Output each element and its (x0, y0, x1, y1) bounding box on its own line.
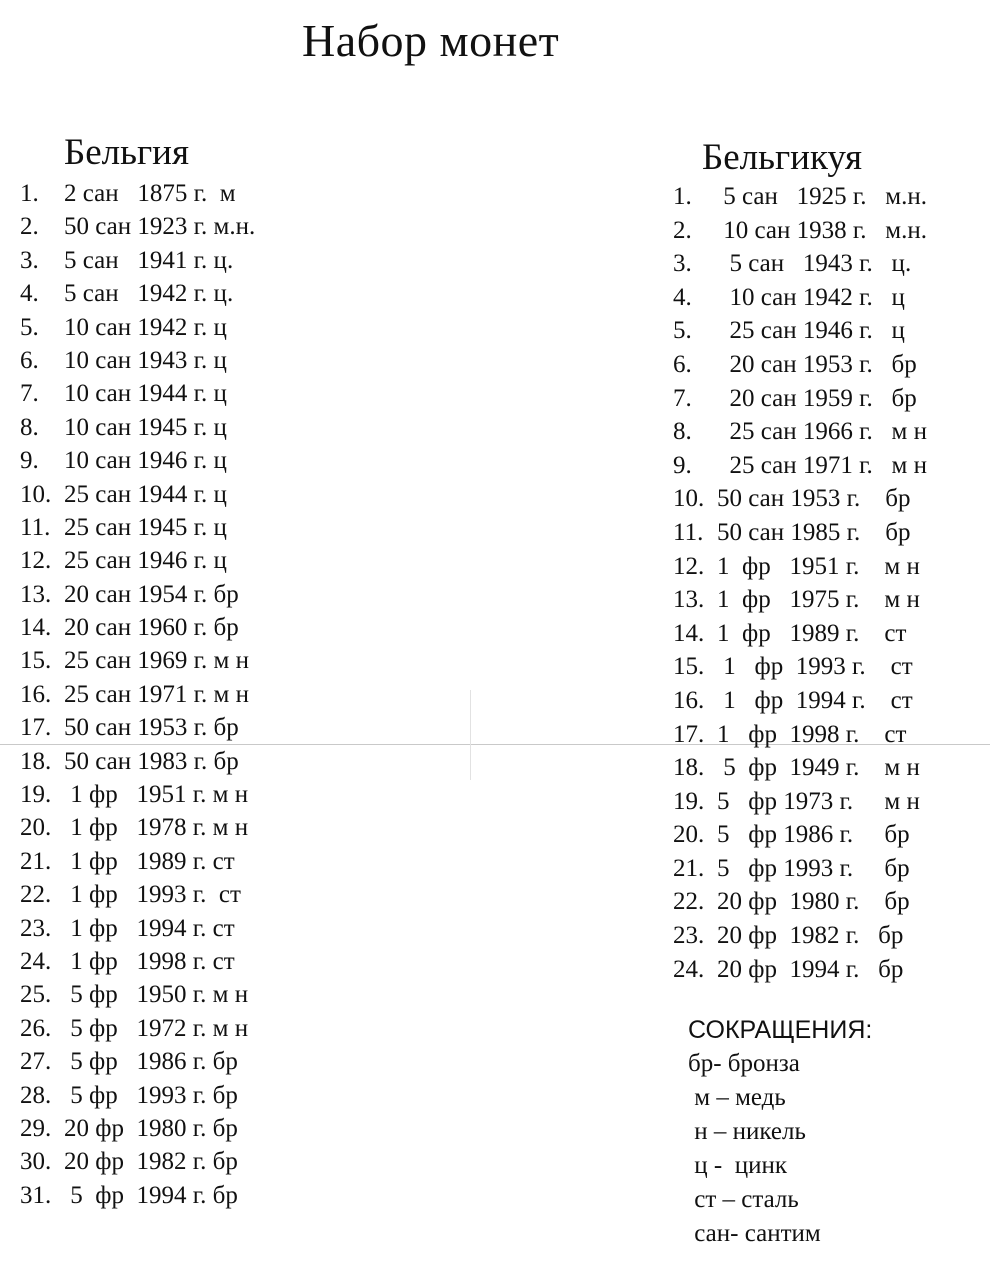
coin-description: 20 фр 1982 г. бр (717, 922, 904, 950)
item-number: 2. (20, 213, 39, 241)
coin-description: 50 сан 1923 г. м.н. (64, 213, 256, 241)
abbreviations-title: СОКРАЩЕНИЯ: (688, 1016, 873, 1044)
coin-list-item (673, 382, 927, 416)
coin-description: 10 сан 1944 г. ц (64, 380, 227, 408)
coin-list-item (20, 611, 255, 644)
coin-list-item (20, 778, 255, 811)
coin-list-item (673, 785, 927, 819)
coin-list-item (20, 845, 255, 878)
item-number: 23. (20, 914, 52, 942)
coin-list-item (673, 449, 927, 483)
coin-description: 25 сан 1971 г. м н (717, 451, 928, 479)
coin-list-item (20, 811, 255, 844)
coin-list-item (20, 444, 255, 477)
item-number: 13. (673, 586, 705, 614)
item-number: 20. (20, 814, 52, 842)
item-number: 15. (673, 653, 705, 681)
coin-description: 10 сан 1945 г. ц (64, 413, 227, 441)
abbreviation-item: ц - цинк (688, 1152, 787, 1179)
coin-list-item (673, 953, 927, 987)
coin-list-item (673, 718, 927, 752)
coin-list-item (20, 878, 255, 911)
coin-description: 1 фр 1951 г. м н (717, 552, 920, 580)
item-number: 18. (20, 747, 52, 775)
abbreviation-item: бр- бронза (688, 1050, 800, 1077)
coin-list-item (673, 281, 927, 315)
coin-description: 5 сан 1943 г. ц. (717, 250, 912, 278)
coin-description: 50 сан 1953 г. бр (64, 714, 239, 742)
coin-list-item (20, 277, 255, 310)
item-number: 12. (20, 547, 52, 575)
coin-list-item (20, 1145, 255, 1178)
coin-description: 10 сан 1943 г. ц (64, 346, 227, 374)
item-number: 16. (673, 686, 705, 714)
coin-list-item (673, 617, 927, 651)
abbreviation-item: м – медь (688, 1084, 786, 1111)
item-number: 24. (20, 947, 52, 975)
coin-list-item (20, 644, 255, 677)
coin-list-item (20, 1045, 255, 1078)
abbreviation-item: ст – сталь (688, 1186, 799, 1213)
abbreviations-list (688, 1047, 872, 1251)
item-number: 14. (20, 614, 52, 642)
item-number: 19. (20, 781, 52, 809)
left-coin-list (20, 177, 255, 1212)
coin-list-item (20, 578, 255, 611)
coin-description: 25 сан 1946 г. ц (717, 317, 905, 345)
item-number: 22. (20, 881, 52, 909)
page-title: Набор монет (302, 15, 560, 66)
coin-description: 5 фр 1994 г. бр (64, 1181, 238, 1209)
item-number: 7. (673, 384, 692, 412)
coin-description: 5 сан 1925 г. м.н. (717, 183, 928, 210)
coin-description: 50 сан 1953 г. бр (717, 485, 911, 513)
coin-list-item (673, 415, 927, 449)
item-number: 9. (673, 451, 692, 479)
coin-description: 1 фр 1975 г. м н (717, 586, 920, 614)
item-number: 21. (20, 847, 52, 875)
item-number: 21. (673, 854, 705, 882)
item-number: 27. (20, 1048, 52, 1076)
coin-description: 5 сан 1941 г. ц. (64, 246, 234, 274)
coin-list-item (20, 377, 255, 410)
coin-description: 25 сан 1969 г. м н (64, 647, 250, 675)
coin-list-item (20, 1112, 255, 1145)
coin-list-item (673, 348, 927, 382)
coin-description: 5 фр 1973 г. м н (717, 787, 920, 815)
item-number: 17. (673, 720, 705, 748)
item-number: 9. (20, 447, 39, 475)
coin-description: 5 фр 1993 г. бр (717, 854, 910, 882)
coin-list-item (673, 885, 927, 919)
paper-crease (470, 690, 471, 780)
item-number: 5. (20, 313, 39, 341)
coin-list-item (20, 978, 255, 1011)
item-number: 30. (20, 1148, 52, 1176)
coin-description: 1 фр 1994 г. ст (717, 686, 913, 714)
item-number: 22. (673, 888, 705, 916)
item-number: 4. (20, 280, 39, 308)
coin-description: 20 сан 1954 г. бр (64, 580, 239, 608)
item-number: 4. (673, 283, 692, 311)
coin-list-item (20, 344, 255, 377)
item-number: 13. (20, 580, 52, 608)
coin-description: 10 сан 1938 г. м.н. (717, 216, 928, 244)
coin-list-item (673, 247, 927, 281)
coin-description: 1 фр 1998 г. ст (717, 720, 907, 748)
coin-description: 1 фр 1993 г. ст (717, 653, 913, 681)
right-column-heading: Бельгикуя (702, 137, 863, 178)
item-number: 6. (673, 350, 692, 378)
item-number: 29. (20, 1114, 52, 1142)
coin-list-item (673, 919, 927, 953)
item-number: 11. (20, 513, 51, 541)
coin-list-item (673, 684, 927, 718)
item-number: 12. (673, 552, 705, 580)
item-number: 10. (673, 485, 705, 513)
coin-list-item (20, 411, 255, 444)
item-number: 26. (20, 1014, 52, 1042)
coin-list-item (20, 544, 255, 577)
coin-list-item (20, 912, 255, 945)
coin-description: 1 фр 1994 г. ст (64, 914, 235, 942)
coin-list-item (20, 511, 255, 544)
coin-list-item (20, 678, 255, 711)
coin-description: 50 сан 1985 г. бр (717, 518, 911, 546)
coin-description: 5 фр 1972 г. м н (64, 1014, 249, 1042)
coin-list-item (673, 314, 927, 348)
coin-list-item (673, 180, 927, 214)
coin-list-item (673, 818, 927, 852)
coin-description: 10 сан 1946 г. ц (64, 447, 227, 475)
coin-description: 1 фр 1951 г. м н (64, 781, 249, 809)
coin-list-item (20, 478, 255, 511)
item-number: 2. (673, 216, 692, 244)
item-number: 14. (673, 619, 705, 647)
coin-description: 1 фр 1993 г. ст (64, 881, 241, 909)
item-number: 8. (20, 413, 39, 441)
item-number: 11. (673, 518, 704, 546)
coin-description: 25 сан 1946 г. ц (64, 547, 227, 575)
coin-list-item (673, 751, 927, 785)
coin-description: 25 сан 1971 г. м н (64, 680, 250, 708)
coin-description: 20 фр 1982 г. бр (64, 1148, 238, 1176)
coin-description: 5 сан 1942 г. ц. (64, 280, 234, 308)
item-number: 16. (20, 680, 52, 708)
item-number: 19. (673, 787, 705, 815)
right-coin-list (673, 180, 927, 986)
item-number: 8. (673, 418, 692, 446)
coin-description: 20 сан 1960 г. бр (64, 614, 239, 642)
item-number: 24. (673, 955, 705, 983)
coin-description: 5 фр 1949 г. м н (717, 754, 920, 782)
abbreviation-item: сан- сантим (688, 1220, 821, 1247)
coin-description: 50 сан 1983 г. бр (64, 747, 239, 775)
coin-description: 5 фр 1986 г. бр (717, 821, 910, 849)
coin-list-item (673, 583, 927, 617)
abbreviation-item: н – никель (688, 1118, 806, 1145)
coin-list-item (20, 745, 255, 778)
coin-list-item (20, 945, 255, 978)
item-number: 31. (20, 1181, 52, 1209)
coin-description: 10 сан 1942 г. ц (717, 283, 905, 311)
item-number: 28. (20, 1081, 52, 1109)
coin-list-item (673, 482, 927, 516)
item-number: 23. (673, 922, 705, 950)
coin-description: 5 фр 1993 г. бр (64, 1081, 238, 1109)
coin-description: 10 сан 1942 г. ц (64, 313, 227, 341)
coin-description: 25 сан 1945 г. ц (64, 513, 227, 541)
coin-list-item (673, 550, 927, 584)
coin-description: 2 сан 1875 г. м (64, 180, 236, 207)
left-column-heading: Бельгия (64, 132, 190, 173)
coin-list-item (20, 711, 255, 744)
item-number: 25. (20, 981, 52, 1009)
item-number: 1. (20, 180, 39, 207)
coin-description: 20 фр 1980 г. бр (64, 1114, 238, 1142)
coin-description: 20 сан 1959 г. бр (717, 384, 917, 412)
coin-list-item (20, 210, 255, 243)
coin-list-item (20, 1179, 255, 1212)
coin-description: 25 сан 1944 г. ц (64, 480, 227, 508)
coin-list-item (20, 311, 255, 344)
item-number: 20. (673, 821, 705, 849)
coin-list-item (673, 852, 927, 886)
item-number: 10. (20, 480, 52, 508)
coin-description: 1 фр 1989 г. ст (64, 847, 235, 875)
coin-description: 1 фр 1978 г. м н (64, 814, 249, 842)
item-number: 3. (20, 246, 39, 274)
coin-list-item (20, 1079, 255, 1112)
item-number: 17. (20, 714, 52, 742)
coin-list-item (20, 244, 255, 277)
item-number: 3. (673, 250, 692, 278)
coin-description: 1 фр 1989 г. ст (717, 619, 907, 647)
coin-list-item (673, 214, 927, 248)
coin-description: 25 сан 1966 г. м н (717, 418, 928, 446)
coin-list-item (673, 650, 927, 684)
coin-description: 1 фр 1998 г. ст (64, 947, 235, 975)
item-number: 18. (673, 754, 705, 782)
coin-list-item (673, 516, 927, 550)
item-number: 5. (673, 317, 692, 345)
coin-description: 20 фр 1994 г. бр (717, 955, 904, 983)
item-number: 6. (20, 346, 39, 374)
abbreviations-block (688, 1013, 872, 1251)
item-number: 15. (20, 647, 52, 675)
coin-list-item (20, 177, 255, 210)
coin-description: 5 фр 1986 г. бр (64, 1048, 238, 1076)
coin-description: 20 сан 1953 г. бр (717, 350, 917, 378)
coin-list-item (20, 1012, 255, 1045)
item-number: 1. (673, 183, 692, 210)
coin-description: 20 фр 1980 г. бр (717, 888, 910, 916)
item-number: 7. (20, 380, 39, 408)
coin-description: 5 фр 1950 г. м н (64, 981, 249, 1009)
